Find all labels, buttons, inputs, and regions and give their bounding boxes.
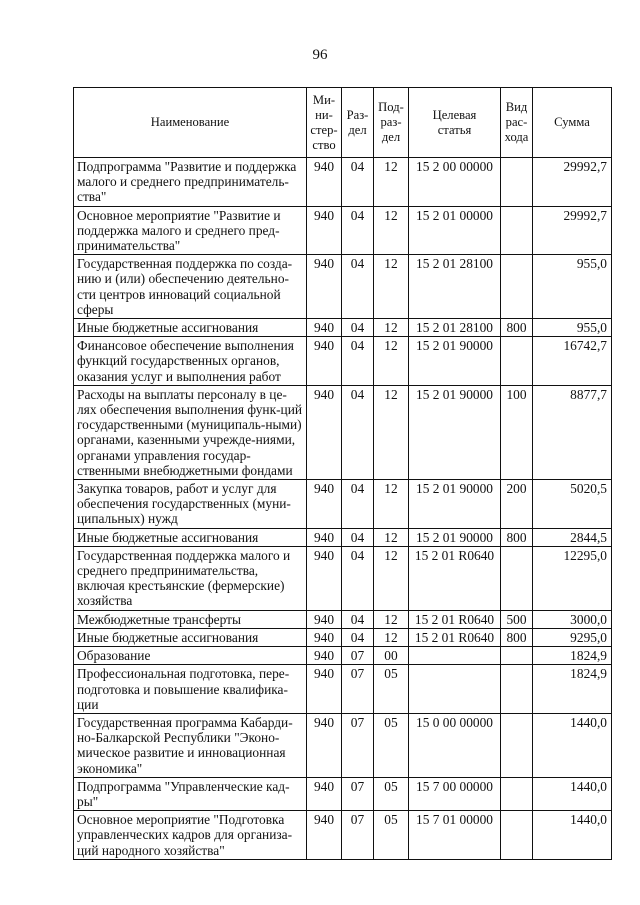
cell-expense-type [501, 647, 533, 665]
cell-ministry: 940 [307, 546, 342, 610]
cell-ministry: 940 [307, 713, 342, 777]
cell-section: 04 [342, 337, 374, 386]
cell-ministry: 940 [307, 665, 342, 714]
cell-subsection: 05 [374, 713, 409, 777]
cell-name: Государственная поддержка малого и среднего предпринимательства, включая крестьянские (фермерские) хозяйства [74, 546, 307, 610]
budget-table [73, 87, 612, 860]
cell-amount: 3000,0 [533, 610, 612, 628]
cell-name: Финансовое обеспечение выполнения функций государственных органов, оказания услуг и выполнения работ [74, 337, 307, 386]
cell-subsection: 12 [374, 337, 409, 386]
cell-target: 15 2 00 00000 [409, 158, 501, 207]
cell-ministry: 940 [307, 777, 342, 810]
cell-expense-type: 500 [501, 610, 533, 628]
table-row [74, 665, 612, 714]
cell-name: Подпрограмма "Управленческие кад-ры" [74, 777, 307, 810]
cell-amount: 1824,9 [533, 665, 612, 714]
cell-section: 04 [342, 610, 374, 628]
cell-section: 07 [342, 665, 374, 714]
cell-subsection: 05 [374, 777, 409, 810]
header-amount: Сумма [533, 88, 612, 158]
cell-section: 04 [342, 385, 374, 479]
table-row [74, 255, 612, 319]
table-row [74, 647, 612, 665]
table-row [74, 628, 612, 646]
cell-expense-type: 100 [501, 385, 533, 479]
cell-ministry: 940 [307, 206, 342, 255]
cell-target: 15 2 01 28100 [409, 255, 501, 319]
cell-amount: 1824,9 [533, 647, 612, 665]
table-row [74, 206, 612, 255]
header-target: Целевая статья [409, 88, 501, 158]
cell-name: Межбюджетные трансферты [74, 610, 307, 628]
cell-target: 15 7 00 00000 [409, 777, 501, 810]
cell-ministry: 940 [307, 528, 342, 546]
cell-subsection: 12 [374, 255, 409, 319]
cell-name: Основное мероприятие "Развитие и поддержка малого и среднего пред-принимательства" [74, 206, 307, 255]
cell-subsection: 12 [374, 319, 409, 337]
cell-section: 04 [342, 158, 374, 207]
cell-section: 04 [342, 528, 374, 546]
cell-amount: 955,0 [533, 255, 612, 319]
cell-subsection: 12 [374, 385, 409, 479]
cell-amount: 9295,0 [533, 628, 612, 646]
header-ministry: Ми- ни- стер- ство [307, 88, 342, 158]
cell-name: Государственная программа Кабарди-но-Балкарской Республики "Эконо-мическое развитие и инновационная экономика" [74, 713, 307, 777]
cell-section: 07 [342, 713, 374, 777]
cell-ministry: 940 [307, 319, 342, 337]
cell-expense-type: 800 [501, 628, 533, 646]
cell-expense-type [501, 206, 533, 255]
table-row [74, 528, 612, 546]
cell-name: Профессиональная подготовка, пере-подготовка и повышение квалифика-ции [74, 665, 307, 714]
cell-target: 15 2 01 R0640 [409, 610, 501, 628]
cell-name: Подпрограмма "Развитие и поддержка малого и среднего предприниматель-ства" [74, 158, 307, 207]
cell-subsection: 12 [374, 528, 409, 546]
cell-ministry: 940 [307, 158, 342, 207]
cell-ministry: 940 [307, 811, 342, 860]
table-row [74, 337, 612, 386]
cell-target: 15 2 01 90000 [409, 528, 501, 546]
cell-subsection: 12 [374, 610, 409, 628]
cell-amount: 955,0 [533, 319, 612, 337]
cell-name: Иные бюджетные ассигнования [74, 628, 307, 646]
cell-target [409, 647, 501, 665]
cell-target: 15 0 00 00000 [409, 713, 501, 777]
cell-expense-type [501, 777, 533, 810]
cell-subsection: 12 [374, 628, 409, 646]
cell-target: 15 2 01 90000 [409, 480, 501, 529]
table-row [74, 610, 612, 628]
cell-amount: 1440,0 [533, 713, 612, 777]
cell-section: 04 [342, 480, 374, 529]
header-name: Наименование [74, 88, 307, 158]
cell-expense-type [501, 255, 533, 319]
cell-ministry: 940 [307, 385, 342, 479]
cell-target: 15 2 01 90000 [409, 337, 501, 386]
table-row [74, 811, 612, 860]
cell-section: 07 [342, 811, 374, 860]
cell-target: 15 2 01 R0640 [409, 628, 501, 646]
cell-section: 04 [342, 628, 374, 646]
cell-name: Основное мероприятие "Подготовка управленческих кадров для организа-ций народного хозяйства" [74, 811, 307, 860]
cell-expense-type [501, 811, 533, 860]
cell-expense-type [501, 337, 533, 386]
cell-name: Образование [74, 647, 307, 665]
cell-ministry: 940 [307, 628, 342, 646]
cell-target: 15 2 01 90000 [409, 385, 501, 479]
cell-section: 07 [342, 647, 374, 665]
cell-expense-type [501, 158, 533, 207]
cell-ministry: 940 [307, 255, 342, 319]
page-number: 96 [312, 47, 328, 63]
cell-section: 04 [342, 255, 374, 319]
table-row [74, 385, 612, 479]
cell-expense-type [501, 546, 533, 610]
cell-section: 04 [342, 546, 374, 610]
cell-amount: 2844,5 [533, 528, 612, 546]
header-expense-type: Вид рас- хода [501, 88, 533, 158]
header-subsection: Под- раз- дел [374, 88, 409, 158]
cell-section: 07 [342, 777, 374, 810]
cell-section: 04 [342, 319, 374, 337]
table-row [74, 158, 612, 207]
cell-amount: 5020,5 [533, 480, 612, 529]
cell-ministry: 940 [307, 337, 342, 386]
cell-amount: 12295,0 [533, 546, 612, 610]
cell-target: 15 2 01 R0640 [409, 546, 501, 610]
cell-section: 04 [342, 206, 374, 255]
header-row [74, 88, 612, 158]
table-row [74, 777, 612, 810]
cell-subsection: 05 [374, 665, 409, 714]
table-row [74, 713, 612, 777]
cell-subsection: 00 [374, 647, 409, 665]
cell-subsection: 05 [374, 811, 409, 860]
cell-ministry: 940 [307, 480, 342, 529]
cell-expense-type: 200 [501, 480, 533, 529]
cell-ministry: 940 [307, 647, 342, 665]
cell-expense-type [501, 713, 533, 777]
cell-expense-type [501, 665, 533, 714]
cell-subsection: 12 [374, 206, 409, 255]
cell-subsection: 12 [374, 480, 409, 529]
cell-name: Иные бюджетные ассигнования [74, 528, 307, 546]
table-row [74, 480, 612, 529]
cell-amount: 1440,0 [533, 811, 612, 860]
cell-amount: 8877,7 [533, 385, 612, 479]
cell-expense-type: 800 [501, 319, 533, 337]
cell-name: Иные бюджетные ассигнования [74, 319, 307, 337]
cell-target: 15 7 01 00000 [409, 811, 501, 860]
cell-amount: 29992,7 [533, 158, 612, 207]
cell-amount: 29992,7 [533, 206, 612, 255]
header-section: Раз- дел [342, 88, 374, 158]
cell-subsection: 12 [374, 546, 409, 610]
cell-target [409, 665, 501, 714]
cell-ministry: 940 [307, 610, 342, 628]
cell-amount: 16742,7 [533, 337, 612, 386]
table-row [74, 319, 612, 337]
cell-expense-type: 800 [501, 528, 533, 546]
cell-subsection: 12 [374, 158, 409, 207]
cell-name: Расходы на выплаты персоналу в це-лях обеспечения выполнения функ-ций государственными (муниципаль-ными) органами, казенными учрежде-ниями, органами управления государ-ственными внебюджетными фондами [74, 385, 307, 479]
cell-amount: 1440,0 [533, 777, 612, 810]
cell-name: Закупка товаров, работ и услуг для обеспечения государственных (муни-ципальных) нужд [74, 480, 307, 529]
table-row [74, 546, 612, 610]
cell-name: Государственная поддержка по созда-нию и (или) обеспечению деятельно-сти центров инноваций социальной сферы [74, 255, 307, 319]
cell-target: 15 2 01 00000 [409, 206, 501, 255]
cell-target: 15 2 01 28100 [409, 319, 501, 337]
